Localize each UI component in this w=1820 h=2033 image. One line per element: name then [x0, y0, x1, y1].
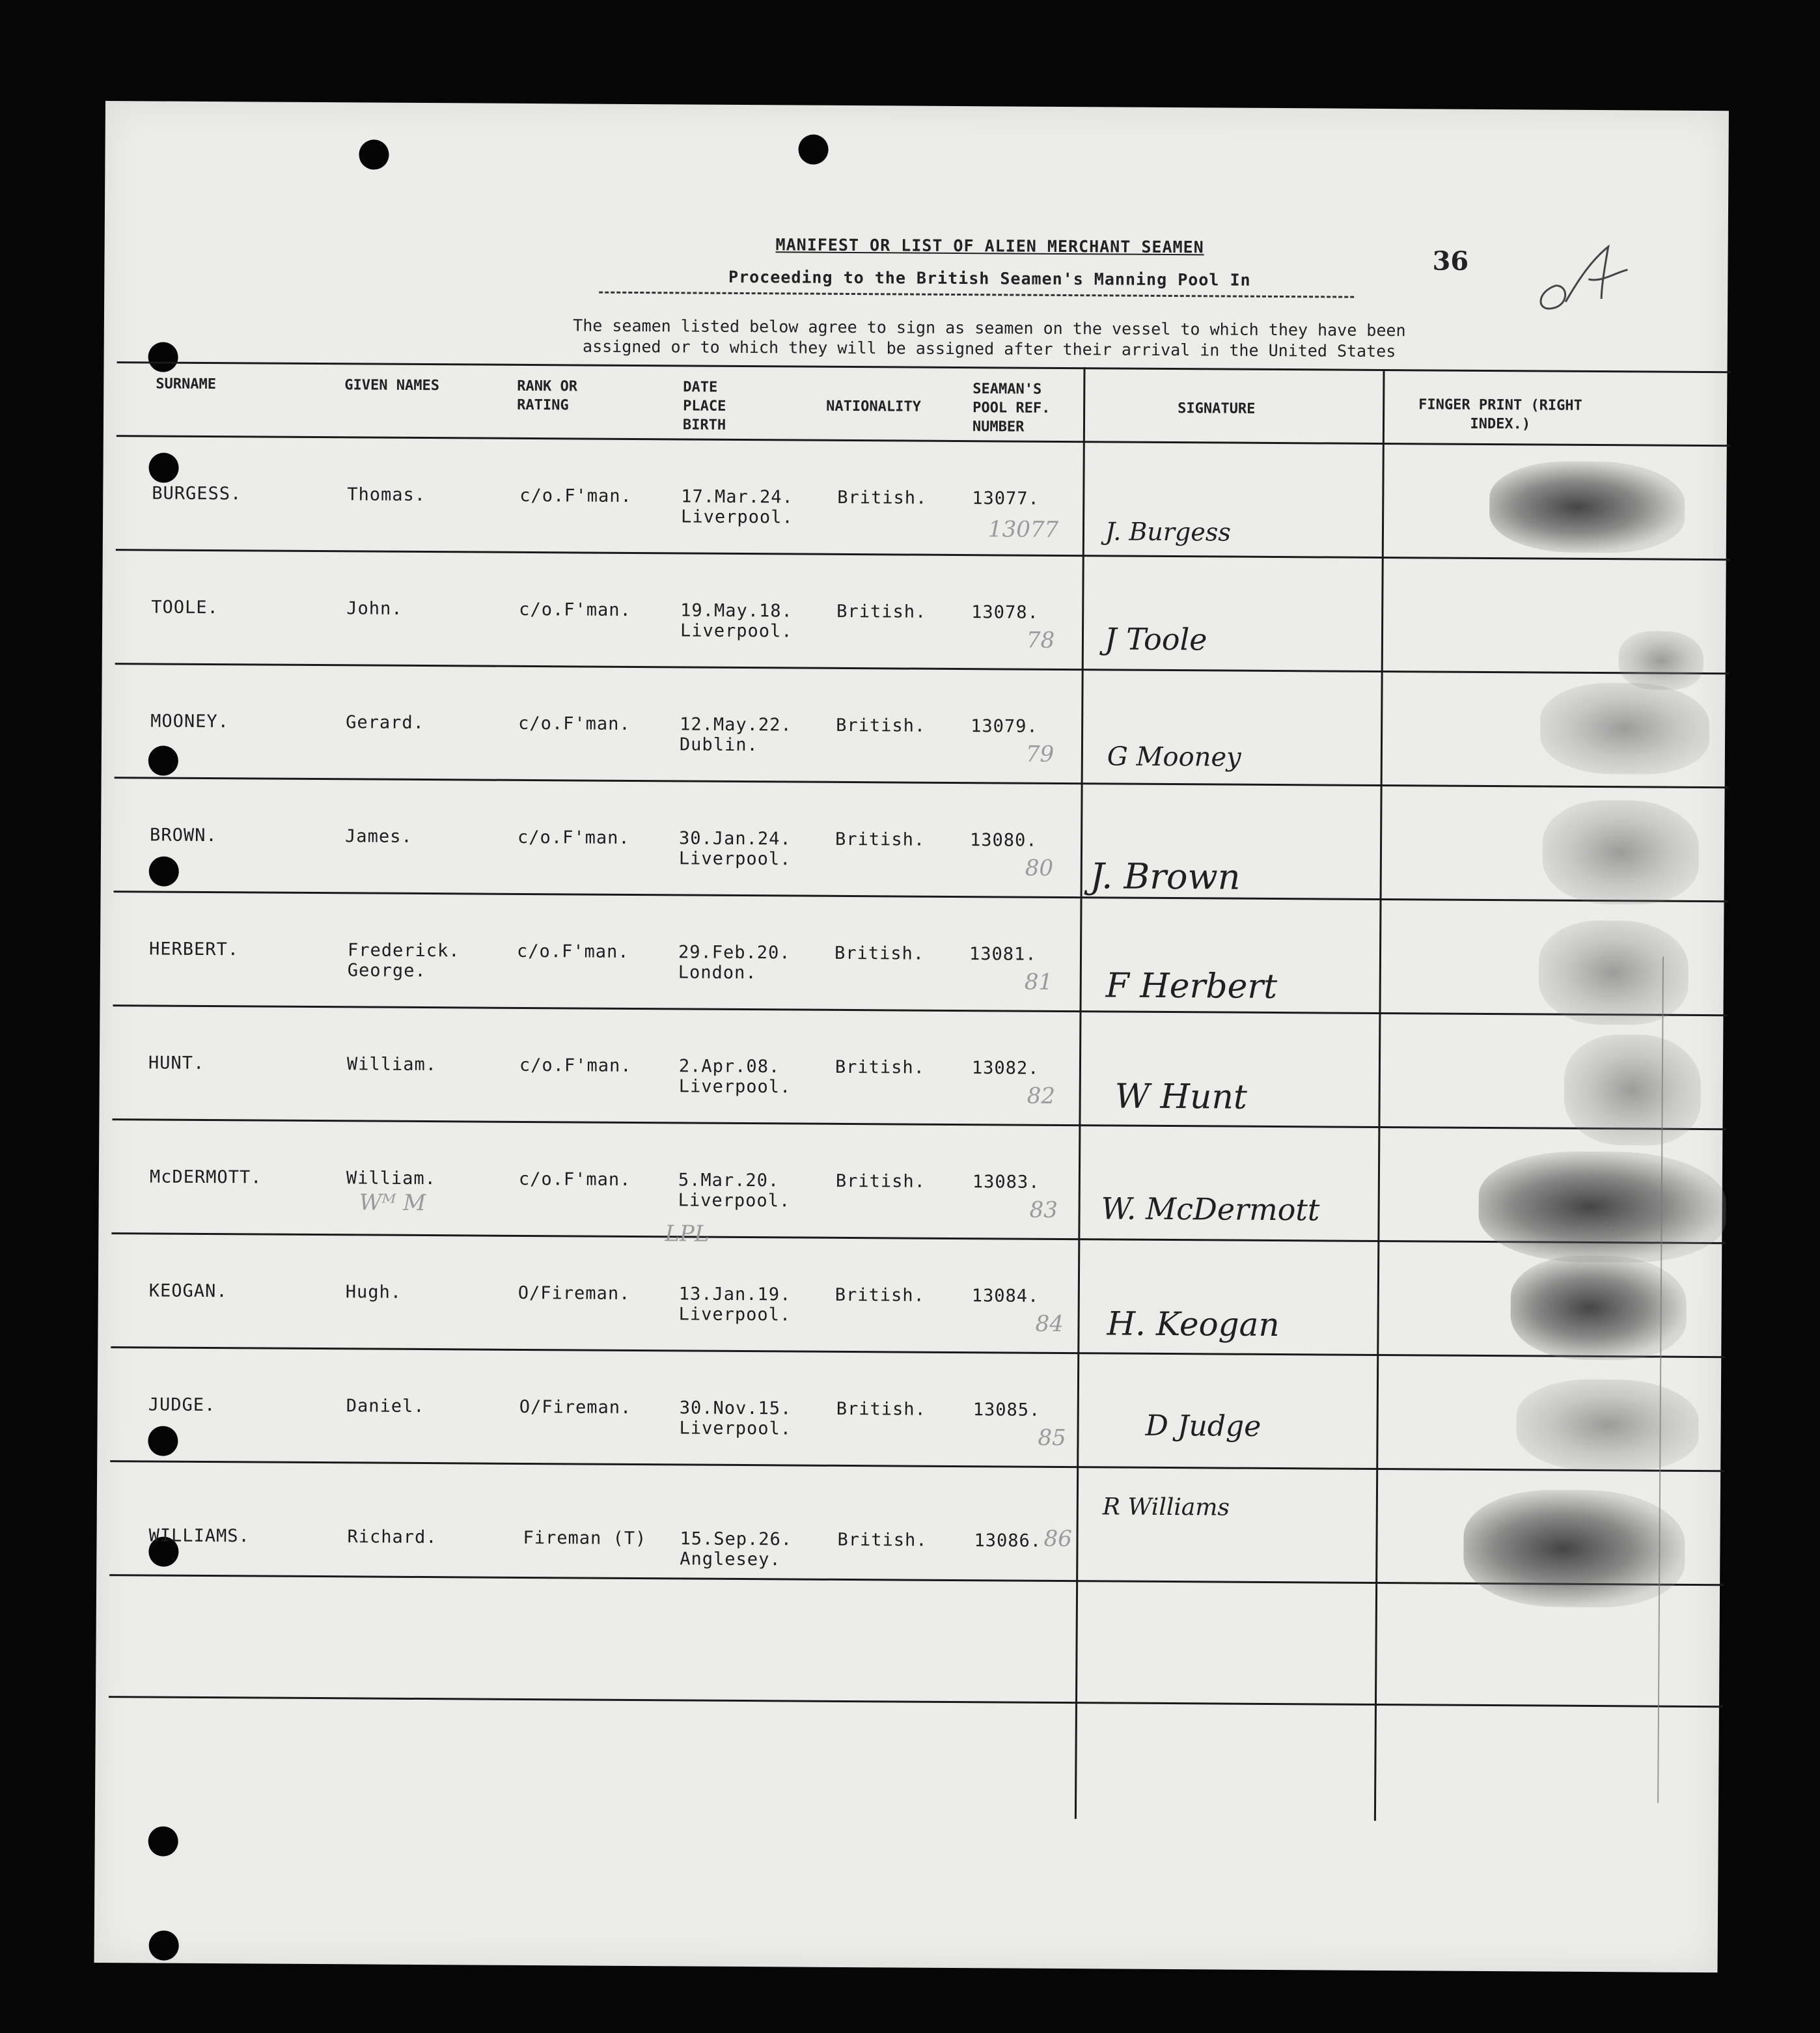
- punch-hole: [359, 139, 389, 169]
- given-names-cell: William.: [346, 1054, 437, 1075]
- given-names-cell: Hugh.: [345, 1282, 402, 1303]
- intro-text: The seamen listed below agree to sign as seamen on the vessel to which they have been assigned or to which they will be assigned after their arrival in the United States: [573, 316, 1406, 361]
- row-rule: [111, 1232, 1726, 1244]
- given-names-cell: Thomas.: [347, 484, 426, 506]
- fingerprint: [1543, 800, 1700, 905]
- signature-left-rule: [1075, 367, 1086, 1819]
- pool-ref-cell: 13086.: [974, 1530, 1042, 1551]
- punch-hole: [148, 1826, 178, 1856]
- birth-date-cell: 2.Apr.08.: [678, 1056, 780, 1077]
- punch-hole: [148, 342, 178, 372]
- birth-place-cell: Liverpool.: [680, 620, 793, 642]
- fingerprint: [1538, 920, 1689, 1025]
- header-given-names: GIVEN NAMES: [344, 377, 440, 394]
- row-rule: [111, 1346, 1725, 1358]
- nationality-cell: British.: [836, 601, 927, 622]
- nationality-cell: British.: [834, 829, 926, 850]
- surname-cell: KEOGAN.: [148, 1280, 228, 1302]
- birth-date-cell: 17.Mar.24.: [681, 486, 793, 508]
- rank-cell: Fireman (T): [523, 1527, 647, 1549]
- fingerprint: [1564, 1034, 1701, 1146]
- pencil-place-annotation: LPL: [665, 1221, 710, 1247]
- document-subtitle: Proceeding to the British Seamen's Manning Pool In: [728, 267, 1251, 290]
- punch-hole: [149, 1930, 179, 1960]
- header-signature: SIGNATURE: [1178, 400, 1256, 417]
- nationality-cell: British.: [836, 1398, 926, 1420]
- rank-cell: c/o.F'man.: [517, 827, 630, 848]
- surname-cell: TOOLE.: [151, 597, 219, 618]
- pencil-annotation: 83: [1029, 1196, 1058, 1223]
- birth-date-cell: 30.Nov.15.: [679, 1398, 792, 1419]
- header-bottom-rule: [117, 435, 1731, 447]
- fingerprint-left-rule: [1374, 369, 1385, 1821]
- pencil-annotation: 80: [1025, 855, 1054, 881]
- birth-date-cell: 29.Feb.20.: [678, 942, 791, 963]
- signature: R Williams: [1102, 1493, 1230, 1521]
- nationality-cell: British.: [837, 487, 928, 508]
- row-rule: [113, 1004, 1728, 1016]
- signature: J. Brown: [1090, 855, 1241, 898]
- rank-cell: c/o.F'man.: [518, 713, 631, 734]
- punch-hole: [148, 1426, 178, 1456]
- header-pool-ref: SEAMAN'S POOL REF. NUMBER: [972, 381, 1051, 436]
- surname-cell: BURGESS.: [152, 483, 242, 505]
- row-rule: [115, 777, 1729, 788]
- given-names-cell: Daniel.: [346, 1396, 425, 1417]
- pool-ref-cell: 13080.: [969, 830, 1038, 851]
- fingerprint: [1478, 1151, 1726, 1263]
- pencil-annotation: 81: [1024, 969, 1053, 995]
- pool-ref-cell: 13077.: [972, 488, 1040, 509]
- header-nationality: NATIONALITY: [826, 398, 921, 415]
- row-rule: [112, 1118, 1726, 1130]
- signature: D Judge: [1145, 1409, 1262, 1443]
- pencil-given-annotation: Wᴹ M: [359, 1189, 426, 1217]
- punch-hole: [148, 745, 178, 775]
- birth-date-cell: 19.May.18.: [680, 600, 793, 622]
- rank-cell: c/o.F'man.: [519, 1055, 632, 1076]
- surname-cell: BROWN.: [150, 825, 217, 846]
- signature: W. McDermott: [1101, 1191, 1320, 1228]
- signature: J Toole: [1104, 621, 1207, 657]
- birth-place-cell: Liverpool.: [681, 506, 793, 528]
- header-birth: DATE PLACE BIRTH: [682, 379, 726, 434]
- punch-hole: [148, 452, 178, 482]
- given-names-cell: James.: [345, 826, 413, 847]
- birth-place-cell: Dublin.: [679, 734, 758, 756]
- pencil-annotation: 86: [1043, 1525, 1072, 1553]
- signature: H. Keogan: [1107, 1305, 1280, 1344]
- pool-ref-cell: 13082.: [971, 1058, 1040, 1079]
- pencil-annotation: 85: [1038, 1424, 1066, 1452]
- given-names-cell: Richard.: [347, 1527, 437, 1548]
- birth-place-cell: Liverpool.: [679, 1418, 792, 1439]
- row-rule: [116, 549, 1730, 560]
- pool-ref-cell: 13083.: [972, 1172, 1040, 1193]
- given-names-cell: Gerard.: [346, 712, 425, 734]
- fingerprint: [1489, 461, 1685, 553]
- pool-ref-cell: 13078.: [971, 602, 1039, 623]
- subtitle-rule: [599, 292, 1354, 298]
- row-rule: [109, 1696, 1723, 1708]
- page-number: 36: [1432, 245, 1469, 277]
- pencil-annotation: 82: [1027, 1083, 1056, 1109]
- birth-date-cell: 12.May.22.: [680, 714, 792, 736]
- signature: J. Burgess: [1105, 517, 1231, 547]
- punch-hole: [149, 856, 179, 886]
- pool-ref-cell: 13085.: [972, 1400, 1041, 1420]
- fingerprint: [1619, 631, 1704, 690]
- surname-cell: JUDGE.: [148, 1394, 216, 1416]
- birth-date-cell: 15.Sep.26.: [680, 1528, 793, 1550]
- document-title: MANIFEST OR LIST OF ALIEN MERCHANT SEAMEN: [775, 235, 1204, 257]
- table-top-rule: [117, 361, 1731, 373]
- header-fingerprint: FINGER PRINT (RIGHT INDEX.): [1418, 396, 1582, 433]
- handwritten-initials: [1530, 240, 1634, 318]
- nationality-cell: British.: [837, 1529, 928, 1551]
- birth-date-cell: 13.Jan.19.: [678, 1284, 792, 1305]
- nationality-cell: British.: [834, 1057, 926, 1078]
- surname-cell: McDERMOTT.: [149, 1167, 262, 1188]
- rank-cell: c/o.F'man.: [519, 485, 632, 506]
- manifest-page: [94, 101, 1729, 1972]
- surname-cell: HERBERT.: [148, 939, 240, 960]
- rank-cell: c/o.F'man.: [519, 599, 631, 620]
- pencil-annotation: 13077: [987, 516, 1059, 543]
- birth-date-cell: 5.Mar.20.: [678, 1170, 780, 1191]
- nationality-cell: British.: [836, 715, 926, 736]
- fingerprint: [1540, 682, 1710, 775]
- signature: W Hunt: [1114, 1077, 1248, 1117]
- given-names-cell: William.: [346, 1168, 437, 1189]
- fingerprint: [1463, 1489, 1685, 1608]
- rank-cell: O/Fireman.: [519, 1396, 632, 1418]
- row-rule: [114, 891, 1728, 902]
- pencil-annotation: 79: [1025, 741, 1055, 768]
- birth-place-cell: Liverpool.: [678, 1304, 792, 1325]
- birth-place-cell: London.: [678, 962, 757, 984]
- birth-place-cell: Liverpool.: [678, 1190, 791, 1211]
- rank-cell: c/o.F'man.: [518, 1169, 631, 1190]
- pool-ref-cell: 13081.: [969, 944, 1037, 965]
- rank-cell: O/Fireman.: [517, 1282, 631, 1304]
- nationality-cell: British.: [835, 1170, 926, 1192]
- pool-ref-cell: 13084.: [971, 1286, 1040, 1307]
- pencil-annotation: 84: [1035, 1310, 1064, 1338]
- surname-cell: WILLIAMS.: [148, 1525, 250, 1547]
- row-rule: [110, 1460, 1724, 1472]
- header-rank: RANK OR RATING: [517, 378, 578, 414]
- punch-hole: [798, 135, 828, 165]
- surname-cell: MOONEY.: [150, 711, 230, 732]
- given-names-cell: John.: [346, 598, 403, 619]
- pencil-annotation: 78: [1026, 627, 1055, 654]
- fingerprint: [1516, 1379, 1699, 1471]
- surname-cell: HUNT.: [148, 1053, 205, 1073]
- signature: G Mooney: [1107, 741, 1241, 773]
- birth-date-cell: 30.Jan.24.: [679, 828, 792, 850]
- signature: F Herbert: [1105, 966, 1278, 1007]
- nationality-cell: British.: [834, 943, 925, 964]
- birth-place-cell: Liverpool.: [678, 848, 792, 870]
- nationality-cell: British.: [834, 1284, 925, 1306]
- header-surname: SURNAME: [156, 376, 217, 393]
- row-rule: [115, 663, 1730, 674]
- birth-place-cell: Anglesey.: [680, 1549, 781, 1570]
- rank-cell: c/o.F'man.: [516, 941, 629, 962]
- birth-place-cell: Liverpool.: [678, 1076, 792, 1098]
- given-names-cell: Frederick. George.: [347, 940, 460, 982]
- pool-ref-cell: 13079.: [971, 716, 1038, 737]
